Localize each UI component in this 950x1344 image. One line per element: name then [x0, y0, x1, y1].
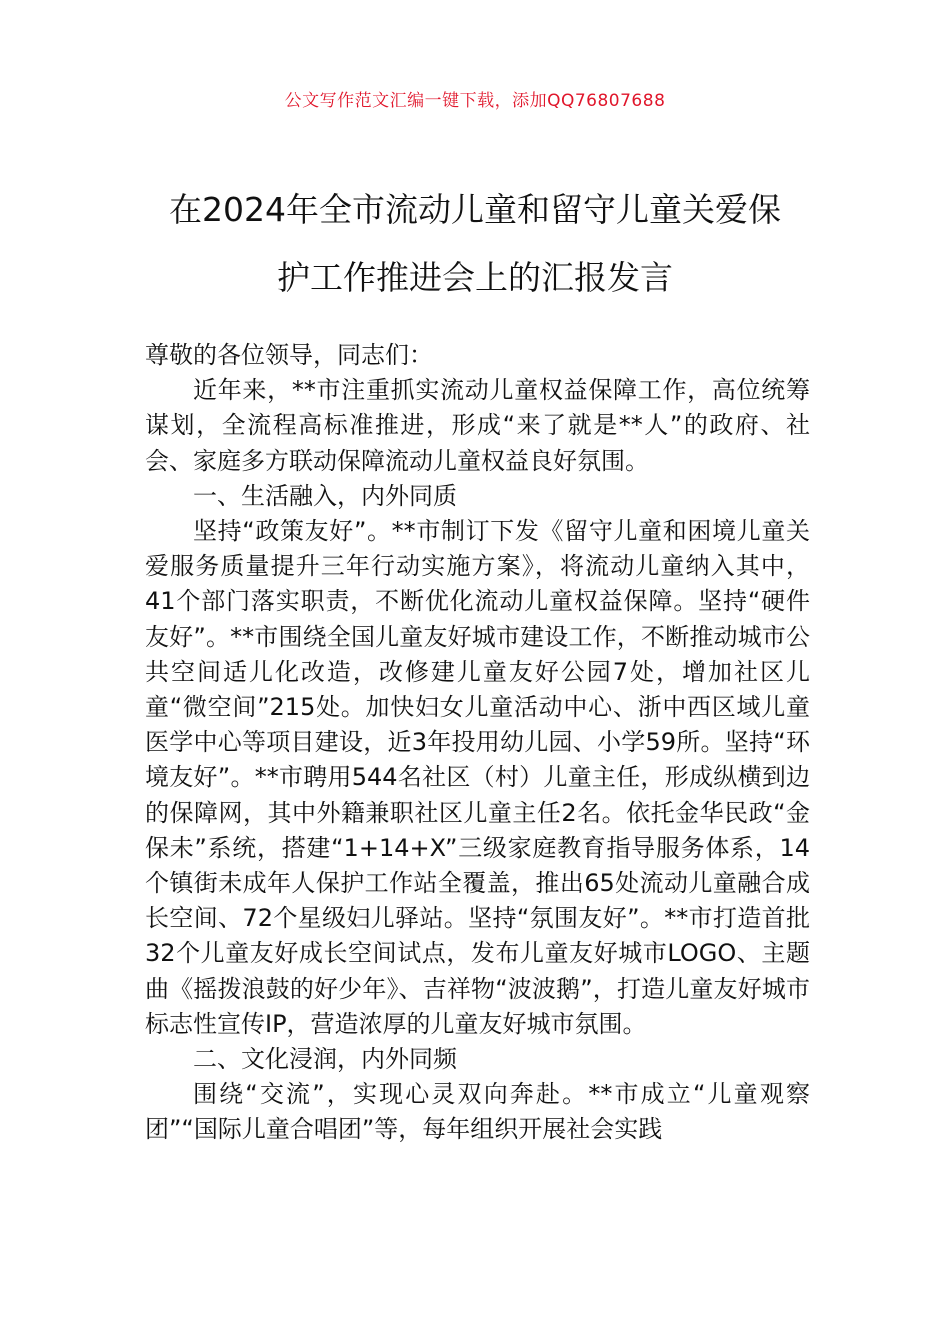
paragraph-section-1: 坚持“政策友好”。**市制订下发《留守儿童和困境儿童关爱服务质量提升三年行动实施方案》，将流动儿童纳入其中，41个部门落实职责，不断优化流动儿童权益保障。坚持“硬件友好”。**市围绕全国儿童友好城市建设工作，不断推动城市公共空间适儿化改造，改修建儿童友好公园7处，增加社区儿童“微空间”215处。加快妇女儿童活动中心、浙中西区域儿童医学中心等项目建设，近3年投用幼儿园、小学59所。坚持“环境友好”。**市聘用544名社区（村）儿童主任，形成纵横到边的保障网，其中外籍兼职社区儿童主任2名。依托金华民政“金保未”系统，搭建“1+14+X”三级家庭教育指导服务体系，14个镇街未成年人保护工作站全覆盖，推出65处流动儿童融合成长空间、72个星级妇儿驿站。坚持“氛围友好”。**市打造首批32个儿童友好成长空间试点，发布儿童友好城市LOGO、主题曲《摇拨浪鼓的好少年》、吉祥物“波波鹅”，打造儿童友好城市标志性宣传IP，营造浓厚的儿童友好城市氛围。: [145, 517, 810, 1038]
paragraph-section-2: 围绕“交流”，实现心灵双向奔赴。**市成立“儿童观察团”“国际儿童合唱团”等，每年组织开展社会实践: [145, 1080, 810, 1144]
section-heading-2: 二、文化浸润，内外同频: [193, 1045, 457, 1074]
document-title: [100, 176, 850, 312]
title-line-1: 在2024年全市流动儿童和留守儿童关爱保: [169, 190, 781, 229]
title-line-2: 护工作推进会上的汇报发言: [277, 258, 673, 297]
header-note: 公文写作范文汇编一键下载，添加QQ76807688: [284, 91, 666, 111]
section-heading-1: 一、生活融入，内外同质: [193, 481, 457, 510]
document-body: [145, 338, 810, 1148]
paragraph-intro: 近年来，**市注重抓实流动儿童权益保障工作，高位统筹谋划，全流程高标准推进，形成“来了就是**人”的政府、社会、家庭多方联动保障流动儿童权益良好氛围。: [145, 376, 810, 475]
salutation: 尊敬的各位领导，同志们：: [145, 341, 433, 369]
